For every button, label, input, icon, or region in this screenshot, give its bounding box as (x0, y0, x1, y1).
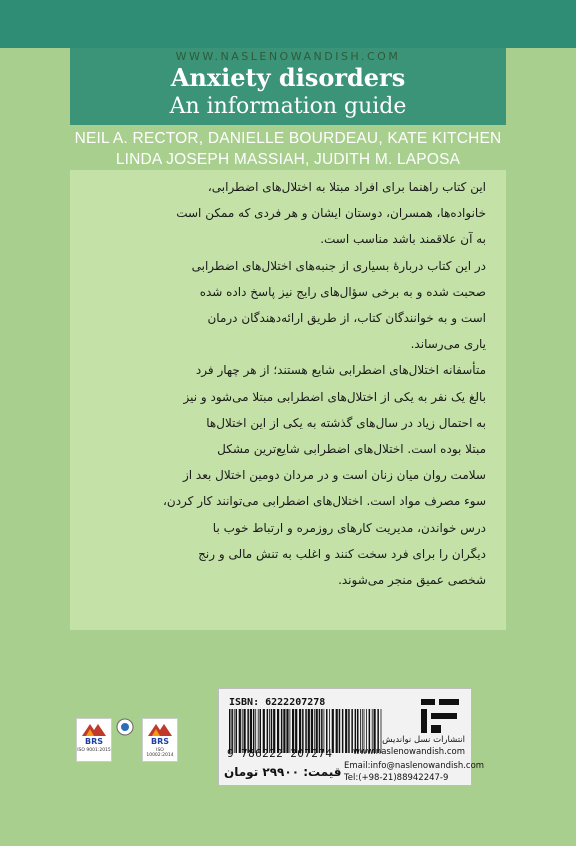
badge-label: BRS (84, 737, 104, 746)
barcode-bar (339, 709, 341, 753)
description-line: متأسفانه اختلال‌های اضطرابی شایع هستند؛ از هر چهار فرد (195, 363, 486, 378)
badge-label: BRS (150, 737, 170, 746)
description-line: به آن علاقمند باشد مناسب است. (320, 232, 486, 247)
barcode-bar (336, 709, 338, 753)
publisher-email: Email:info@naslenowandish.com (344, 761, 485, 771)
authors-line-2: LINDA JOSEPH MASSIAH, JUDITH M. LAPOSA (115, 151, 461, 168)
description-line: است و به خوانندگان کتاب، از طریق ارائه‌دهندگان درمان (207, 311, 486, 325)
barcode-bar (348, 709, 350, 753)
price: قیمت: ۲۹۹۰۰ تومان (224, 765, 342, 779)
description-line: سوء مصرف مواد است. اختلال‌های اضطرابی می‌توانند کار کردن، (163, 494, 486, 509)
badge-code: ISO 10002:2014 (146, 748, 174, 758)
publisher-phone: Tel:(+98-21)88942247-9 (344, 773, 449, 783)
description-line: به احتمال زیاد در سال‌های گذشته به یکی از این اختلال‌ها (206, 415, 486, 430)
description-line: شخصی عمیق منجر می‌شوند. (338, 573, 486, 587)
top-strip (0, 0, 576, 48)
isbn-label: ISBN: 6222207278 (229, 697, 326, 708)
certification-badge-right (142, 718, 178, 762)
description-line: بالغ یک نفر به یکی از اختلال‌های اضطرابی مبتلا می‌شود و نیز (183, 389, 486, 404)
barcode-digits: 9 786222 207274 (227, 747, 333, 760)
description-line: خانواده‌ها، همسران، دوستان ایشان و هر فردی که ممکن است (176, 206, 486, 221)
mountain-logo-icon (82, 722, 106, 736)
description-line: یاری می‌رساند. (410, 337, 486, 352)
description-line: صحبت شده و به برخی سؤال‌های رایج نیز پاسخ داده شده (199, 284, 486, 299)
authors-line-1: NEIL A. RECTOR, DANIELLE BOURDEAU, KATE KITCHEN (74, 130, 502, 147)
certification-badge-left (76, 718, 112, 762)
barcode-bar (342, 709, 344, 753)
book-subtitle: An information guide (169, 94, 407, 119)
website-url: WWW.NASLENOWANDISH.COM (175, 50, 401, 63)
description-line: در این کتاب دربارۀ بسیاری از جنبه‌های اختلال‌های اضطرابی (191, 258, 486, 273)
seal-icon (116, 718, 134, 736)
mountain-logo-icon (148, 722, 172, 736)
book-title: Anxiety disorders (170, 63, 406, 92)
publisher-logo-icon (417, 695, 463, 737)
description-line: دیگران را برای فرد سخت کنند و اغلب به تنش مالی و رنج (198, 546, 486, 561)
publisher-name: انتشارات نسل نواندیش (382, 735, 465, 745)
publisher-website: www.naslenowandish.com (353, 747, 465, 757)
description-line: این کتاب راهنما برای افراد مبتلا به اختلال‌های اضطرابی، (207, 180, 486, 194)
badge-code: ISO 9001:2015 (77, 748, 111, 753)
description-line: مبتلا بوده است. اختلال‌های اضطرابی شایع‌ترین مشکل (217, 442, 486, 456)
barcode-bar (345, 709, 347, 753)
description-line: درس خواندن، مدیریت کارهای روزمره و ارتباط خوب با (212, 520, 486, 535)
description-line: سلامت روان میان زنان است و در مردان دومین اختلال بعد از (182, 468, 486, 483)
